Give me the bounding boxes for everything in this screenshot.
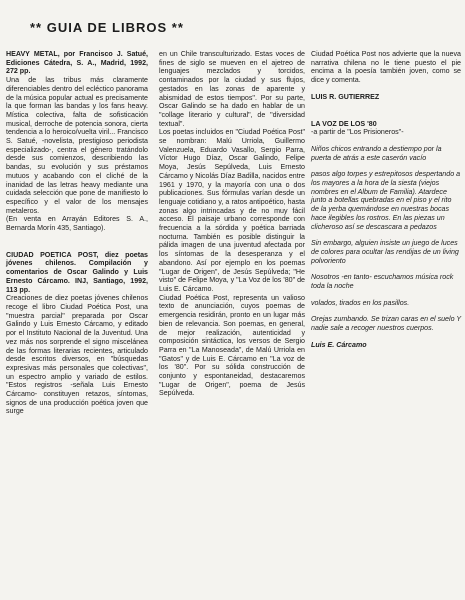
poem-stanza: pasos algo torpes y estrepitosos despertando a los mayores a la hora de la siesta (viejos nombres en el Album de Familia). Atardece junto a botellas quebradas en el piso y el rito de la yerba quemándose en nuestras bocas hace ilegibles los rostros. En las piezas un clicheroso así se descascara a pedazos xyxy=(311,170,461,231)
review2-conclusion: Ciudad Poética Post nos advierte que la nueva narrativa chilena no le tiene puesto el pie encima a la poesía también joven, como se dice y comenta. xyxy=(311,50,461,85)
poem-stanza: Orejas zumbando. Se trizan caras en el suelo Y nadie sale a recoger nuestros cuerpos. xyxy=(311,315,461,333)
column-3 xyxy=(311,50,461,350)
poem-subtitle: -a partir de "Los Prisioneros"- xyxy=(311,128,404,137)
review2-poets: Los poetas incluidos en "Ciudad Poética Post" se nombran: Malú Urriola, Guillermo Valenzuela, Eduardo Vasallo, Sergio Parra, Víctor Hugo Díaz, Oscar Galindo, Felipe Moya, Jesús Sepúlveda, Luis Ernesto Cárcamo y Nicolás Díaz Badilla, nacidos entre 1961 y 1970, y la mayoría con una o dos publicaciones. Sus fórmulas varían desde un lenguaje cotidiano y, a ratos antipoético, hasta zonas algo intrincadas y de no muy fácil acceso. El paisaje urbano corresponde con frecuencia a la sórdida y poética barriada nocturna. También es posible distinguir la pálida imagen de una juventud afectada por los síntomas de la desesperanza y el abandono. Así por ejemplo en los poemas "Lugar de Origen", de Jesús Sepúlveda; "He visto" de Felipe Moya, y "La Voz de los '80" de Luis E. Cárcamo. xyxy=(159,128,305,293)
poem-stanza: volados, tirados en los pasillos. xyxy=(311,298,410,307)
review2-continued: en un Chile transculturizado. Estas voces de fines de siglo se mueven en el ajetreo de lenguajes mezclados y torcidos, contaminados por la ciudad y sus flujos, gestados en las zonas de aparente y abismidad de estos tiempos". Por su parte, Oscar Galindo se ha dado en hablar de un "collage literario y cultural", de "diversidad textual". xyxy=(159,50,305,128)
review1-title: HEAVY METAL, por Francisco J. Satué, Ediciones Cátedra, S. A., Madrid, 1992, 272 pp. xyxy=(6,50,148,76)
review1-body: Una de las tribus más claramente diferenciables dentro del ecléctico panorama de la música popular actual es precisamente la que forman las bandas y los fans heavy. Mística colectiva, falta de sofisticación musical, derroche de potencia sonora, cierta tendencia a lo heroico/vuelta viril... Francisco S. Satué, -novelista, prestigioso periodista especializado-, centra el género tratándolo desde sus comienzos, describiendo las bandas, su evolución y sus préstamos mutuos y acabando con el cliché de la inanidad de las letras heavy mediante una cuidada selección que pone de manifiesto lo específico y el valor de los mensajes metaleros. xyxy=(6,76,148,215)
poem-stanza: Sin embargo, alguien insiste un juego de luces de colores para ocultar las rendijas de un living polvoriento xyxy=(311,239,459,265)
poem-stanza: Niños chicos entrando a destiempo por la puerta de atrás a este caserón vacío xyxy=(311,144,442,162)
poem-stanza: Nosotros -en tanto- escuchamos música rock toda la noche xyxy=(311,273,454,291)
review2-title: CIUDAD POETICA POST, diez poetas jóvenes chilenos. Compilación y comentarios de Oscar Galindo y Luis Ernesto Cárcamo. INJ, Santiago, 1992, 113 pp. xyxy=(6,250,148,294)
poem xyxy=(311,120,461,350)
poem-title: LA VOZ DE LOS '80 xyxy=(311,119,377,128)
column-2 xyxy=(159,50,305,398)
reviewer-signature: LUIS R. GUTIERREZ xyxy=(311,92,380,101)
review2-assessment: Ciudad Poética Post, representa un valioso texto de anunciación, cuyos poemas de emergencia residirán, pronto en un lugar más bien de relevancia. Son poemas, en general, de mejor realización, autenticidad y composición sintáctica, los versos de Sergio Parra en "La Manoseada", de Malú Urriola en "Gatos" y de Luis E. Cárcamo en "La voz de los '80". Por su sólida construcción de conjunto y espontaneidad, destacaremos "Lugar de Origen", poema de Jesús Sepúlveda. xyxy=(159,293,305,398)
poem-author: Luis E. Cárcamo xyxy=(311,340,367,349)
column-1 xyxy=(6,50,148,416)
review2-body: Creaciones de diez poetas jóvenes chilenos recoge el libro Ciudad Poética Post, una "muestra parcial" preparada por Oscar Galindo y Luis Ernesto Cárcamo, y editado por el Instituto Nacional de la Juventud. Una vez más nos sorprende el signo miscelánea de las formas literarias recientes, articulado desde escritos diversos, en "búsquedas expresivas más personales que colectivas", un espectro amplio y variado de estilos. "Estos registros -señala Luis Ernesto Cárcamo- constituyen retazos, síntomas, signos de una producción poética joven que surge xyxy=(6,294,148,416)
section-header: ** GUIA DE LIBROS ** xyxy=(30,20,184,35)
review1-availability: (En venta en Arrayán Editores S. A., Bernarda Morín 435, Santiago). xyxy=(6,215,148,233)
